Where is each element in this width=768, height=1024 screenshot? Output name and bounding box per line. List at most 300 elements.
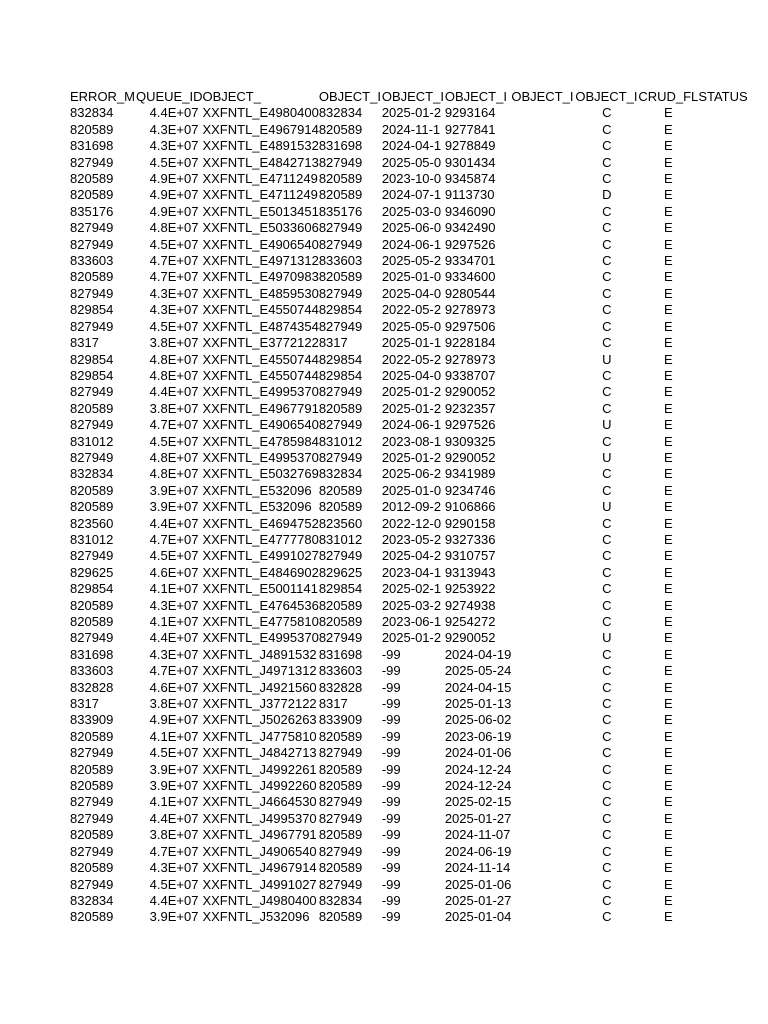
table-cell[interactable] bbox=[511, 794, 575, 810]
table-cell[interactable]: 4.8E+07 bbox=[149, 351, 199, 367]
table-cell[interactable]: 820589 bbox=[318, 171, 363, 187]
table-cell[interactable]: 2025-01-2 bbox=[381, 449, 442, 465]
table-cell[interactable]: 2025-01-2 bbox=[381, 384, 442, 400]
table-cell[interactable] bbox=[511, 565, 575, 581]
table-cell[interactable]: 827949 bbox=[70, 843, 114, 859]
table-cell[interactable]: 832834 bbox=[70, 105, 114, 121]
table-cell[interactable] bbox=[511, 647, 575, 663]
table-cell[interactable]: XXFNTL_J4980400 bbox=[202, 892, 317, 908]
table-cell[interactable] bbox=[511, 516, 575, 532]
table-cell[interactable]: 2025-05-2 bbox=[381, 253, 442, 269]
table-cell[interactable] bbox=[511, 893, 575, 909]
table-cell[interactable]: 4.4E+07 bbox=[149, 810, 199, 826]
table-cell[interactable]: E bbox=[663, 367, 673, 383]
table-cell[interactable]: E bbox=[663, 696, 673, 712]
table-cell[interactable]: 832834 bbox=[318, 105, 363, 121]
table-cell[interactable]: E bbox=[663, 400, 673, 416]
table-cell[interactable]: E bbox=[663, 745, 673, 761]
table-cell[interactable]: C bbox=[602, 614, 612, 629]
table-cell[interactable]: XXFNTL_J4971312 bbox=[202, 663, 317, 679]
table-cell[interactable]: XXFNTL_J4842713 bbox=[202, 745, 317, 761]
table-cell[interactable]: 9278849 bbox=[444, 138, 496, 154]
table-cell[interactable]: C bbox=[602, 761, 612, 777]
table-cell[interactable]: XXFNTL_E4711249 bbox=[202, 171, 318, 187]
table-cell[interactable]: 4.1E+07 bbox=[149, 581, 199, 597]
table-cell[interactable]: C bbox=[602, 646, 612, 662]
table-cell[interactable]: 833603 bbox=[70, 253, 114, 269]
table-cell[interactable]: 829854 bbox=[318, 302, 363, 318]
table-cell[interactable]: E bbox=[663, 810, 673, 826]
table-cell[interactable]: 823560 bbox=[70, 515, 114, 531]
table-cell[interactable]: C bbox=[602, 843, 612, 859]
table-cell[interactable]: 4.7E+07 bbox=[149, 269, 199, 285]
table-cell[interactable]: 9253922 bbox=[444, 581, 496, 597]
table-cell[interactable]: XXFNTL_J4906540 bbox=[202, 843, 317, 859]
table-cell[interactable]: 820589 bbox=[318, 400, 363, 416]
table-cell[interactable]: 827949 bbox=[70, 449, 114, 465]
table-cell[interactable]: 831698 bbox=[318, 138, 363, 154]
table-cell[interactable]: 820589 bbox=[318, 187, 363, 203]
table-cell[interactable]: 9334701 bbox=[444, 253, 496, 269]
table-cell[interactable]: 820589 bbox=[318, 827, 363, 843]
table-cell[interactable]: 9274938 bbox=[444, 597, 496, 613]
table-cell[interactable]: 820589 bbox=[70, 909, 114, 925]
table-cell[interactable]: 8317 bbox=[318, 696, 348, 712]
table-cell[interactable]: 4.5E+07 bbox=[149, 548, 199, 564]
table-cell[interactable]: 9290052 bbox=[444, 384, 496, 400]
table-cell[interactable]: E bbox=[663, 646, 673, 662]
table-cell[interactable]: E bbox=[663, 302, 673, 318]
header-cell[interactable]: ERROR_M bbox=[70, 89, 136, 104]
table-cell[interactable]: 827949 bbox=[70, 745, 114, 761]
table-cell[interactable] bbox=[511, 663, 575, 679]
table-cell[interactable]: XXFNTL_E4874354 bbox=[202, 318, 319, 334]
table-cell[interactable]: 4.5E+07 bbox=[149, 236, 199, 252]
table-cell[interactable]: XXFNTL_E532096 bbox=[202, 499, 312, 515]
table-cell[interactable]: E bbox=[663, 105, 673, 121]
table-cell[interactable]: E bbox=[663, 384, 673, 400]
table-cell[interactable] bbox=[511, 138, 575, 154]
table-cell[interactable]: 2025-03-2 bbox=[381, 597, 442, 613]
table-cell[interactable]: C bbox=[602, 827, 612, 843]
table-cell[interactable]: C bbox=[602, 285, 612, 301]
table-cell[interactable]: 2022-05-2 bbox=[381, 302, 442, 318]
table-cell[interactable]: 2025-01-2 bbox=[381, 630, 442, 646]
table-cell[interactable]: C bbox=[602, 318, 612, 334]
table-cell[interactable]: 831012 bbox=[318, 433, 363, 449]
table-cell[interactable]: 820589 bbox=[318, 728, 363, 744]
table-cell[interactable]: 827949 bbox=[70, 236, 114, 252]
table-cell[interactable]: -99 bbox=[381, 663, 401, 679]
table-cell[interactable]: XXFNTL_E4991027 bbox=[202, 548, 319, 564]
table-cell[interactable] bbox=[511, 122, 575, 138]
table-cell[interactable]: 9290052 bbox=[444, 449, 496, 465]
table-cell[interactable]: 2025-02-15 bbox=[444, 794, 512, 810]
table-cell[interactable]: XXFNTL_J5026263 bbox=[202, 712, 317, 728]
table-cell[interactable]: C bbox=[602, 548, 612, 564]
table-cell[interactable]: 3.9E+07 bbox=[149, 499, 199, 515]
table-cell[interactable]: 3.8E+07 bbox=[149, 827, 199, 843]
table-cell[interactable]: 827949 bbox=[70, 876, 114, 892]
table-cell[interactable] bbox=[511, 827, 575, 843]
table-cell[interactable]: XXFNTL_J3772122 bbox=[202, 696, 317, 712]
table-cell[interactable]: U bbox=[602, 351, 612, 367]
table-cell[interactable]: E bbox=[663, 778, 673, 794]
table-cell[interactable]: C bbox=[602, 909, 612, 925]
table-cell[interactable] bbox=[511, 171, 575, 187]
table-cell[interactable]: XXFNTL_E4995370 bbox=[202, 384, 319, 400]
table-cell[interactable]: C bbox=[602, 712, 612, 728]
table-cell[interactable]: E bbox=[663, 138, 673, 154]
table-cell[interactable]: 9290052 bbox=[444, 630, 496, 646]
table-cell[interactable]: 9327336 bbox=[444, 531, 496, 547]
table-cell[interactable]: 9297506 bbox=[444, 318, 496, 334]
table-cell[interactable]: C bbox=[602, 778, 612, 794]
table-cell[interactable]: 4.1E+07 bbox=[149, 614, 199, 629]
table-cell[interactable]: 4.9E+07 bbox=[149, 712, 199, 728]
table-cell[interactable]: 2025-01-06 bbox=[444, 876, 512, 892]
table-cell[interactable]: C bbox=[602, 663, 612, 679]
table-cell[interactable]: 2025-05-0 bbox=[381, 154, 442, 170]
table-cell[interactable]: E bbox=[663, 614, 673, 629]
table-cell[interactable]: 2024-11-14 bbox=[444, 860, 511, 876]
table-cell[interactable]: C bbox=[602, 892, 612, 908]
table-cell[interactable]: 8317 bbox=[70, 335, 99, 351]
table-cell[interactable]: C bbox=[602, 679, 612, 695]
table-cell[interactable]: U bbox=[602, 630, 612, 646]
table-cell[interactable]: 820589 bbox=[318, 121, 363, 137]
table-cell[interactable]: 3.8E+07 bbox=[149, 400, 199, 416]
table-cell[interactable]: 832834 bbox=[70, 466, 114, 482]
table-cell[interactable]: 820589 bbox=[318, 269, 363, 285]
table-cell[interactable]: -99 bbox=[381, 712, 401, 728]
table-cell[interactable]: D bbox=[602, 187, 612, 203]
table-cell[interactable]: 827949 bbox=[318, 630, 363, 646]
table-cell[interactable]: C bbox=[602, 728, 612, 744]
table-cell[interactable]: 2025-06-02 bbox=[444, 712, 512, 728]
table-cell[interactable] bbox=[511, 401, 575, 417]
table-cell[interactable]: 2025-04-2 bbox=[381, 548, 442, 564]
table-cell[interactable] bbox=[511, 417, 575, 433]
table-cell[interactable] bbox=[511, 745, 575, 761]
table-cell[interactable]: 835176 bbox=[318, 203, 363, 219]
table-cell[interactable]: XXFNTL_E4777780 bbox=[202, 531, 319, 547]
table-cell[interactable]: 4.7E+07 bbox=[149, 417, 199, 433]
table-cell[interactable]: 4.1E+07 bbox=[149, 794, 199, 810]
table-cell[interactable]: E bbox=[663, 203, 673, 219]
table-cell[interactable]: 829854 bbox=[318, 367, 363, 383]
table-cell[interactable]: 4.5E+07 bbox=[149, 318, 199, 334]
table-cell[interactable]: C bbox=[602, 433, 612, 449]
table-cell[interactable]: C bbox=[602, 138, 612, 154]
table-cell[interactable]: C bbox=[602, 860, 612, 876]
table-cell[interactable]: 831012 bbox=[318, 531, 363, 547]
table-cell[interactable]: E bbox=[663, 531, 673, 547]
table-cell[interactable]: 4.7E+07 bbox=[149, 843, 199, 859]
table-cell[interactable]: 4.1E+07 bbox=[149, 728, 199, 744]
table-cell[interactable]: 827949 bbox=[70, 794, 114, 810]
table-cell[interactable]: E bbox=[663, 335, 673, 351]
table-cell[interactable] bbox=[511, 253, 575, 269]
table-cell[interactable]: E bbox=[663, 449, 673, 465]
table-cell[interactable]: 827949 bbox=[318, 810, 363, 826]
table-cell[interactable]: -99 bbox=[381, 843, 401, 859]
table-cell[interactable]: XXFNTL_E4785984 bbox=[202, 433, 319, 449]
table-cell[interactable]: E bbox=[663, 220, 673, 236]
table-cell[interactable]: 827949 bbox=[318, 417, 363, 433]
table-cell[interactable]: U bbox=[602, 449, 612, 465]
table-cell[interactable] bbox=[511, 729, 575, 745]
table-cell[interactable] bbox=[511, 319, 575, 335]
table-cell[interactable]: 832828 bbox=[70, 679, 114, 695]
table-cell[interactable]: XXFNTL_E4906540 bbox=[202, 417, 319, 433]
table-cell[interactable]: 2022-12-0 bbox=[381, 515, 442, 531]
table-cell[interactable]: 827949 bbox=[70, 548, 114, 564]
table-cell[interactable]: 2023-10-0 bbox=[381, 171, 442, 187]
table-cell[interactable]: -99 bbox=[381, 745, 401, 761]
table-cell[interactable]: 831698 bbox=[70, 138, 114, 154]
table-cell[interactable]: C bbox=[602, 384, 612, 400]
table-cell[interactable]: 4.6E+07 bbox=[149, 679, 199, 695]
table-cell[interactable]: 4.5E+07 bbox=[149, 876, 199, 892]
table-cell[interactable]: 2023-08-1 bbox=[381, 433, 442, 449]
table-cell[interactable]: -99 bbox=[381, 876, 401, 892]
table-cell[interactable]: 2024-04-19 bbox=[444, 646, 512, 662]
table-cell[interactable] bbox=[511, 844, 575, 860]
table-cell[interactable]: 9290158 bbox=[444, 515, 496, 531]
table-cell[interactable]: 9310757 bbox=[444, 548, 496, 564]
table-cell[interactable]: 2025-01-0 bbox=[381, 482, 442, 498]
table-cell[interactable]: 831012 bbox=[70, 433, 114, 449]
table-cell[interactable]: 827949 bbox=[318, 449, 363, 465]
table-cell[interactable]: XXFNTL_E5013451 bbox=[202, 203, 319, 219]
header-cell-status[interactable]: STATUS bbox=[698, 89, 748, 104]
table-cell[interactable]: 2024-07-1 bbox=[381, 187, 442, 203]
table-cell[interactable] bbox=[511, 598, 575, 614]
table-cell[interactable]: 829854 bbox=[70, 581, 114, 597]
table-cell[interactable]: XXFNTL_J4992260 bbox=[202, 778, 317, 794]
table-cell[interactable]: C bbox=[602, 220, 612, 236]
table-cell[interactable]: E bbox=[663, 564, 673, 580]
table-cell[interactable]: 2024-06-1 bbox=[381, 417, 442, 433]
table-cell[interactable]: 833603 bbox=[318, 253, 363, 269]
table-cell[interactable]: 820589 bbox=[70, 614, 114, 629]
table-cell[interactable] bbox=[511, 483, 575, 499]
table-cell[interactable]: C bbox=[602, 515, 612, 531]
table-cell[interactable]: E bbox=[663, 597, 673, 613]
table-cell[interactable]: C bbox=[602, 171, 612, 187]
table-cell[interactable]: -99 bbox=[381, 728, 401, 744]
table-cell[interactable]: 2024-06-1 bbox=[381, 236, 442, 252]
table-cell[interactable]: 835176 bbox=[70, 203, 114, 219]
table-cell[interactable]: 827949 bbox=[70, 630, 114, 646]
table-cell[interactable]: C bbox=[602, 696, 612, 712]
table-cell[interactable]: 4.3E+07 bbox=[149, 121, 199, 137]
table-cell[interactable]: 823560 bbox=[318, 515, 363, 531]
table-cell[interactable]: 4.3E+07 bbox=[149, 860, 199, 876]
table-cell[interactable] bbox=[511, 778, 575, 794]
table-cell[interactable]: 2023-04-1 bbox=[381, 564, 442, 580]
table-cell[interactable]: C bbox=[602, 876, 612, 892]
table-cell[interactable]: C bbox=[602, 253, 612, 269]
table-cell[interactable]: 832834 bbox=[70, 892, 114, 908]
table-cell[interactable] bbox=[511, 877, 575, 893]
table-cell[interactable]: C bbox=[602, 597, 612, 613]
table-cell[interactable]: 2024-12-24 bbox=[444, 761, 512, 777]
table-cell[interactable]: 9232357 bbox=[444, 400, 496, 416]
header-cell[interactable]: OBJECT_I bbox=[511, 89, 574, 104]
table-cell[interactable]: E bbox=[663, 285, 673, 301]
table-cell[interactable]: 820589 bbox=[70, 482, 114, 498]
table-cell[interactable] bbox=[511, 269, 575, 285]
table-cell[interactable]: 9277841 bbox=[444, 121, 496, 137]
table-cell[interactable]: -99 bbox=[381, 646, 401, 662]
table-cell[interactable]: 820589 bbox=[318, 614, 363, 629]
table-cell[interactable]: E bbox=[663, 712, 673, 728]
table-cell[interactable]: 829854 bbox=[70, 367, 114, 383]
table-cell[interactable]: XXFNTL_E5001141 bbox=[202, 581, 318, 597]
table-cell[interactable]: -99 bbox=[381, 696, 401, 712]
table-cell[interactable]: 9297526 bbox=[444, 417, 496, 433]
table-cell[interactable]: 2025-04-0 bbox=[381, 367, 442, 383]
table-cell[interactable]: 9297526 bbox=[444, 236, 496, 252]
table-cell[interactable]: XXFNTL_E4970983 bbox=[202, 269, 319, 285]
table-cell[interactable]: E bbox=[663, 860, 673, 876]
table-cell[interactable] bbox=[511, 286, 575, 302]
table-cell[interactable]: 827949 bbox=[70, 417, 114, 433]
table-cell[interactable] bbox=[511, 680, 575, 696]
table-cell[interactable]: XXFNTL_J4967791 bbox=[202, 827, 317, 843]
table-cell[interactable]: 9341989 bbox=[444, 466, 496, 482]
table-cell[interactable]: 827949 bbox=[318, 236, 363, 252]
header-cell[interactable]: OBJECT_I bbox=[318, 89, 381, 104]
table-cell[interactable]: 2025-03-0 bbox=[381, 203, 442, 219]
table-cell[interactable]: 831698 bbox=[318, 646, 363, 662]
table-cell[interactable]: E bbox=[663, 154, 673, 170]
table-cell[interactable]: XXFNTL_J4995370 bbox=[202, 810, 317, 826]
table-cell[interactable]: 820589 bbox=[70, 171, 114, 187]
table-cell[interactable]: 827949 bbox=[70, 220, 114, 236]
table-cell[interactable]: 820589 bbox=[70, 778, 114, 794]
table-cell[interactable]: 4.8E+07 bbox=[149, 220, 199, 236]
table-cell[interactable]: 820589 bbox=[318, 761, 363, 777]
table-cell[interactable]: 832834 bbox=[318, 466, 363, 482]
table-cell[interactable]: XXFNTL_E4711249 bbox=[202, 187, 318, 203]
table-cell[interactable]: 9313943 bbox=[444, 564, 496, 580]
table-cell[interactable]: 9278973 bbox=[444, 302, 496, 318]
table-cell[interactable] bbox=[511, 105, 575, 121]
table-cell[interactable]: C bbox=[602, 105, 612, 121]
table-cell[interactable]: C bbox=[602, 531, 612, 547]
table-cell[interactable] bbox=[511, 187, 575, 203]
table-cell[interactable]: 2024-11-07 bbox=[444, 827, 511, 843]
table-cell[interactable] bbox=[511, 466, 575, 482]
table-cell[interactable]: 9113730 bbox=[444, 187, 495, 203]
table-cell[interactable]: -99 bbox=[381, 761, 401, 777]
table-cell[interactable]: 2023-05-2 bbox=[381, 531, 442, 547]
table-cell[interactable]: 827949 bbox=[318, 154, 363, 170]
table-cell[interactable]: XXFNTL_E4891532 bbox=[202, 138, 319, 154]
table-cell[interactable]: 9301434 bbox=[444, 154, 496, 170]
table-cell[interactable]: E bbox=[663, 728, 673, 744]
table-cell[interactable]: E bbox=[663, 466, 673, 482]
table-cell[interactable]: 2025-01-0 bbox=[381, 269, 442, 285]
table-cell[interactable]: 827949 bbox=[318, 745, 363, 761]
table-cell[interactable]: 3.9E+07 bbox=[149, 909, 199, 925]
table-cell[interactable]: E bbox=[663, 499, 673, 515]
table-cell[interactable]: -99 bbox=[381, 860, 401, 876]
table-cell[interactable]: 4.8E+07 bbox=[149, 367, 199, 383]
table-cell[interactable]: 9346090 bbox=[444, 203, 496, 219]
table-cell[interactable]: 4.9E+07 bbox=[149, 187, 199, 203]
table-cell[interactable]: 4.3E+07 bbox=[149, 597, 199, 613]
table-cell[interactable]: 831012 bbox=[70, 531, 114, 547]
table-cell[interactable]: E bbox=[663, 548, 673, 564]
table-cell[interactable]: XXFNTL_E4550744 bbox=[202, 351, 319, 367]
table-cell[interactable]: 4.4E+07 bbox=[149, 630, 199, 646]
table-cell[interactable] bbox=[511, 712, 575, 728]
table-cell[interactable]: C bbox=[602, 564, 612, 580]
table-cell[interactable] bbox=[511, 384, 575, 400]
table-cell[interactable]: E bbox=[663, 876, 673, 892]
table-cell[interactable]: XXFNTL_E4967791 bbox=[202, 400, 319, 416]
table-cell[interactable]: XXFNTL_J4775810 bbox=[202, 728, 317, 744]
table-cell[interactable]: 4.6E+07 bbox=[149, 564, 199, 580]
header-cell[interactable]: OBJECT_I bbox=[575, 89, 638, 104]
table-cell[interactable]: 4.5E+07 bbox=[149, 154, 199, 170]
table-cell[interactable]: 2025-01-2 bbox=[381, 400, 442, 416]
table-cell[interactable]: XXFNTL_E3772122 bbox=[202, 335, 319, 351]
table-cell[interactable]: XXFNTL_E4995370 bbox=[202, 449, 319, 465]
table-cell[interactable]: 2025-01-27 bbox=[444, 810, 512, 826]
table-cell[interactable]: 820589 bbox=[318, 499, 363, 515]
table-cell[interactable]: 4.3E+07 bbox=[149, 302, 199, 318]
table-cell[interactable]: E bbox=[663, 679, 673, 695]
table-cell[interactable]: 2025-05-24 bbox=[444, 663, 512, 679]
table-cell[interactable] bbox=[511, 352, 575, 368]
table-cell[interactable]: 2012-09-2 bbox=[381, 499, 442, 515]
table-cell[interactable]: E bbox=[663, 761, 673, 777]
table-cell[interactable] bbox=[511, 630, 575, 646]
table-cell[interactable]: 2025-06-0 bbox=[381, 220, 442, 236]
table-cell[interactable] bbox=[511, 909, 575, 925]
table-cell[interactable]: E bbox=[663, 827, 673, 843]
table-cell[interactable]: 827949 bbox=[70, 810, 114, 826]
table-cell[interactable]: C bbox=[602, 482, 612, 498]
table-cell[interactable]: 820589 bbox=[318, 597, 363, 613]
table-cell[interactable]: C bbox=[602, 335, 612, 351]
table-cell[interactable]: 4.3E+07 bbox=[149, 646, 199, 662]
table-cell[interactable] bbox=[511, 237, 575, 253]
table-cell[interactable]: 3.9E+07 bbox=[149, 761, 199, 777]
table-cell[interactable]: 820589 bbox=[70, 761, 114, 777]
table-cell[interactable]: 2025-06-2 bbox=[381, 466, 442, 482]
table-cell[interactable] bbox=[511, 548, 575, 564]
table-cell[interactable]: 829854 bbox=[70, 351, 114, 367]
table-cell[interactable]: 9234746 bbox=[444, 482, 496, 498]
table-cell[interactable]: E bbox=[663, 909, 673, 925]
table-cell[interactable]: XXFNTL_E4995370 bbox=[202, 630, 319, 646]
table-cell[interactable]: 827949 bbox=[70, 154, 114, 170]
table-cell[interactable]: 4.3E+07 bbox=[149, 285, 199, 301]
table-cell[interactable]: C bbox=[602, 203, 612, 219]
table-cell[interactable] bbox=[511, 434, 575, 450]
table-cell[interactable]: XXFNTL_E4906540 bbox=[202, 236, 319, 252]
table-cell[interactable]: 820589 bbox=[70, 827, 114, 843]
table-cell[interactable]: C bbox=[602, 581, 612, 597]
table-cell[interactable]: 4.8E+07 bbox=[149, 466, 199, 482]
table-cell[interactable]: 2025-01-13 bbox=[444, 696, 512, 712]
